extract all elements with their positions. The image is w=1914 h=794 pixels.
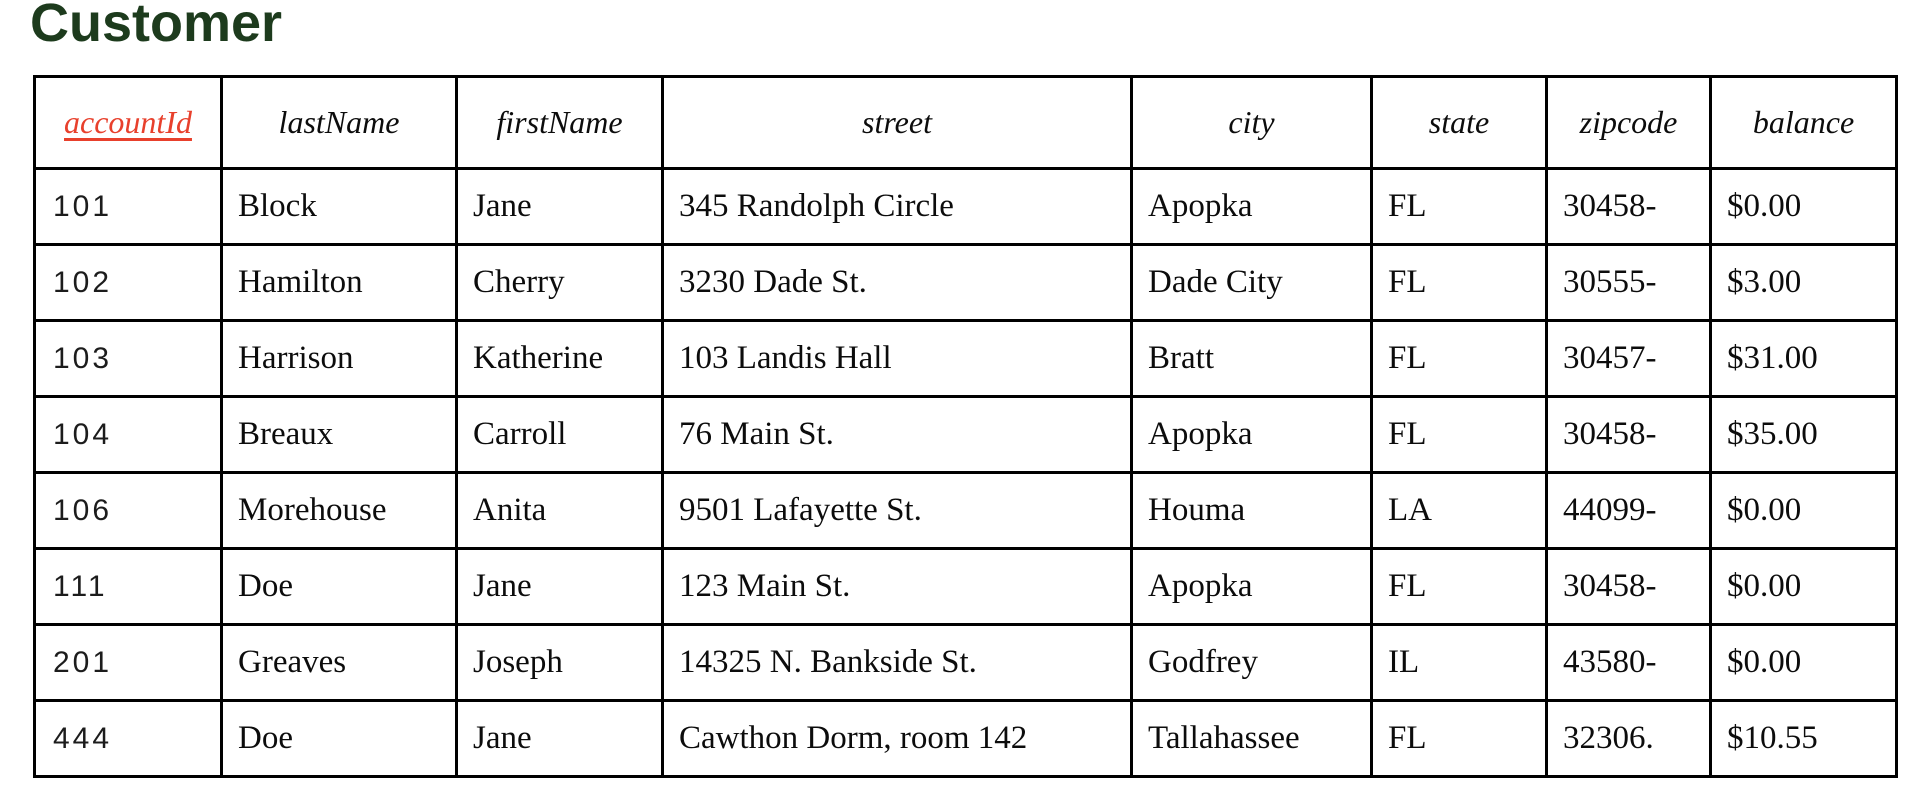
cell-state: FL — [1372, 169, 1547, 245]
cell-zipcode: 43580- — [1547, 625, 1711, 701]
cell-zipcode: 44099- — [1547, 473, 1711, 549]
cell-state: IL — [1372, 625, 1547, 701]
cell-lastName: Morehouse — [222, 473, 457, 549]
cell-balance: $35.00 — [1711, 397, 1897, 473]
cell-accountId: 103 — [35, 321, 222, 397]
cell-state: FL — [1372, 701, 1547, 777]
table-row — [35, 397, 1897, 473]
column-header-state: state — [1372, 77, 1547, 169]
cell-zipcode: 30458- — [1547, 169, 1711, 245]
cell-city: Apopka — [1132, 169, 1372, 245]
cell-accountId: 201 — [35, 625, 222, 701]
cell-street: Cawthon Dorm, room 142 — [663, 701, 1132, 777]
table-header — [35, 77, 1897, 169]
cell-city: Apopka — [1132, 397, 1372, 473]
customer-table — [33, 75, 1898, 778]
cell-street: 103 Landis Hall — [663, 321, 1132, 397]
cell-zipcode: 30458- — [1547, 397, 1711, 473]
cell-city: Godfrey — [1132, 625, 1372, 701]
cell-lastName: Hamilton — [222, 245, 457, 321]
cell-balance: $3.00 — [1711, 245, 1897, 321]
cell-lastName: Doe — [222, 549, 457, 625]
cell-firstName: Joseph — [457, 625, 663, 701]
cell-accountId: 444 — [35, 701, 222, 777]
column-header-accountId: accountId — [35, 77, 222, 169]
cell-balance: $10.55 — [1711, 701, 1897, 777]
cell-accountId: 111 — [35, 549, 222, 625]
cell-balance: $0.00 — [1711, 549, 1897, 625]
cell-firstName: Jane — [457, 701, 663, 777]
cell-accountId: 102 — [35, 245, 222, 321]
cell-street: 76 Main St. — [663, 397, 1132, 473]
header-row — [35, 77, 1897, 169]
cell-balance: $0.00 — [1711, 625, 1897, 701]
cell-city: Apopka — [1132, 549, 1372, 625]
cell-street: 123 Main St. — [663, 549, 1132, 625]
table-row — [35, 473, 1897, 549]
cell-lastName: Breaux — [222, 397, 457, 473]
column-header-firstName: firstName — [457, 77, 663, 169]
cell-firstName: Anita — [457, 473, 663, 549]
cell-firstName: Jane — [457, 169, 663, 245]
cell-city: Houma — [1132, 473, 1372, 549]
column-header-balance: balance — [1711, 77, 1897, 169]
column-header-lastName: lastName — [222, 77, 457, 169]
cell-state: FL — [1372, 397, 1547, 473]
column-header-street: street — [663, 77, 1132, 169]
cell-street: 9501 Lafayette St. — [663, 473, 1132, 549]
table-row — [35, 701, 1897, 777]
cell-city: Bratt — [1132, 321, 1372, 397]
column-header-city: city — [1132, 77, 1372, 169]
table-row — [35, 245, 1897, 321]
cell-accountId: 104 — [35, 397, 222, 473]
cell-balance: $31.00 — [1711, 321, 1897, 397]
cell-accountId: 106 — [35, 473, 222, 549]
cell-state: FL — [1372, 321, 1547, 397]
page-title: Customer — [30, 0, 283, 53]
cell-balance: $0.00 — [1711, 473, 1897, 549]
cell-street: 345 Randolph Circle — [663, 169, 1132, 245]
table-row — [35, 169, 1897, 245]
cell-lastName: Greaves — [222, 625, 457, 701]
table-row — [35, 625, 1897, 701]
cell-city: Dade City — [1132, 245, 1372, 321]
cell-firstName: Carroll — [457, 397, 663, 473]
cell-zipcode: 30458- — [1547, 549, 1711, 625]
cell-zipcode: 30457- — [1547, 321, 1711, 397]
cell-city: Tallahassee — [1132, 701, 1372, 777]
cell-street: 3230 Dade St. — [663, 245, 1132, 321]
table-row — [35, 549, 1897, 625]
cell-balance: $0.00 — [1711, 169, 1897, 245]
cell-zipcode: 32306. — [1547, 701, 1711, 777]
table-body — [35, 169, 1897, 777]
cell-firstName: Katherine — [457, 321, 663, 397]
cell-lastName: Harrison — [222, 321, 457, 397]
cell-firstName: Jane — [457, 549, 663, 625]
cell-lastName: Block — [222, 169, 457, 245]
column-header-zipcode: zipcode — [1547, 77, 1711, 169]
cell-street: 14325 N. Bankside St. — [663, 625, 1132, 701]
cell-state: LA — [1372, 473, 1547, 549]
cell-accountId: 101 — [35, 169, 222, 245]
cell-state: FL — [1372, 549, 1547, 625]
table-row — [35, 321, 1897, 397]
cell-state: FL — [1372, 245, 1547, 321]
cell-lastName: Doe — [222, 701, 457, 777]
cell-firstName: Cherry — [457, 245, 663, 321]
cell-zipcode: 30555- — [1547, 245, 1711, 321]
